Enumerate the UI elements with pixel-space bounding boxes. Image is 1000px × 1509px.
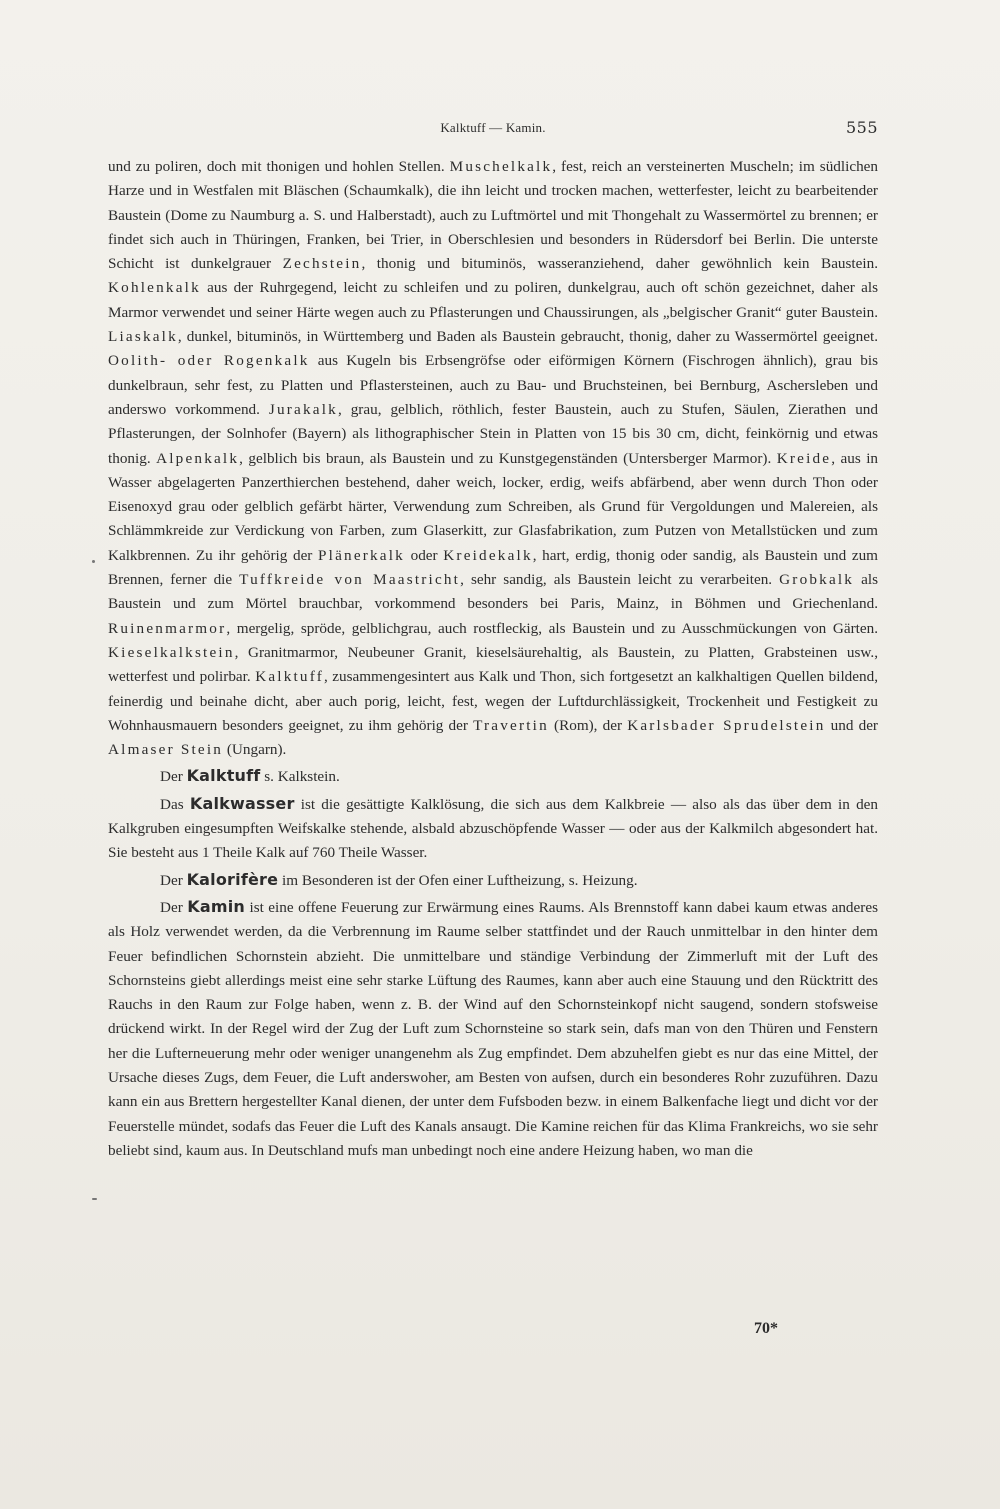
term-oolith: Oolith- oder Rogenkalk: [108, 352, 310, 370]
headword-kalorifere: Kalorifère: [186, 869, 279, 889]
term-almaser-stein: Almaser Stein: [108, 741, 224, 759]
term-kalktuff: Kalktuff: [255, 668, 324, 686]
headword-kamin: Kamin: [187, 896, 245, 916]
signature-mark: 70*: [754, 1320, 778, 1337]
term-karlsbader-sprudelstein: Karlsbader Sprudelstein: [627, 716, 826, 734]
page-number: 555: [845, 118, 878, 137]
entry-kamin: Der Kamin ist eine offene Feuerung zur Erwärmung eines Raums. Als Brennstoff kann dabei kaum etwas anderes als Holz verwendet werden, da die Verbrennung im Raume selber stattfindet und der Rauch unmittelbar in den hinter dem Feuer befindlichen Schornstein abzieht. Die unmittelbare und ständige Verbindung der Zimmerluft mit der Luft des Schornsteins giebt allerdings meist eine sehr starke Lüftung des Raumes, kann aber auch eine Stauung und den Rücktritt des Rauchs in den Raum zur Folge haben, wenn z. B. der Wind auf den Schornsteinkopf nicht saugend, sondern stofsweise drückend wirkt. In der Regel wird der Zug der Luft zum Schornsteine so stark sein, dafs man von den Thüren und Fenstern her die Lufterneuerung mehr oder weniger unangenehm als Zug empfindet. Dem abzuhelfen giebt es nur das eine Mittel, der Ursache dieses Zugs, dem Feuer, die Luft anderswoher, am Besten von aufsen, durch ein besonderes Rohr zuzuführen. Dazu kann ein aus Brettern hergestellter Kanal dienen, der unter dem Fufsboden bezw. in einem Balkenfache liegt und dicht vor der Feuerstelle mündet, sodafs das Feuer die Luft des Kanals ansaugt. Die Kamine reichen für das Klima Frankreichs, wo sie sehr beliebt sind, kaum aus. In Deutschland mufs man unbedingt noch eine andere Heizung haben, wo man die: [108, 896, 878, 1159]
paragraph-kalkstein-continued: und zu poliren, doch mit thonigen und hohlen Stellen. Muschelkalk, fest, reich an versteinerten Muscheln; im südlichen Harze und in Westfalen mit Bläschen (Schaumkalk), die ihn leicht und trocken machen, wetterfester, leicht zu bearbeitender Baustein (Dome zu Naumburg a. S. und Halberstadt), auch zu Luftmörtel und mit Thongehalt zu Wassermörtel zu brennen; er findet sich auch in Thüringen, Franken, bei Trier, in Oberschlesien und besonders in Rüdersdorf bei Berlin. Die unterste Schicht ist dunkelgrauer Zechstein, thonig und bituminös, wasseranziehend, daher gewöhnlich kein Baustein. Kohlenkalk aus der Ruhrgegend, leicht zu schleifen und zu poliren, dunkelgrau, auch oft schön gezeichnet, daher als Marmor verwendet und seiner Härte wegen auch zu Pflasterungen und Chaussirungen, als „belgischer Granit“ guter Baustein. Liaskalk, dunkel, bituminös, in Württemberg und Baden als Baustein gebraucht, thonig, daher zu Wassermörtel geeignet. Oolith- oder Rogenkalk aus Kugeln bis Erbsengröfse oder eiförmigen Körnern (Fischrogen ähnlich), grau bis dunkelbraun, sehr fest, zu Platten und Pflastersteinen, auch zu Bau- und Bruchsteinen, bei Bernburg, Aschersleben und anderswo vorkommend. Jurakalk, grau, gelblich, röthlich, fester Baustein, auch zu Stufen, Säulen, Zierathen und Pflasterungen, der Solnhofer (Bayern) als lithographischer Stein in Platten von 15 bis 30 cm, dicht, feinkörnig und etwas thonig. Alpenkalk, gelblich bis braun, als Baustein und zu Kunstgegenständen (Untersberger Marmor). Kreide, aus in Wasser abgelagerten Panzerthierchen bestehend, daher weich, locker, erdig, weifs abfärbend, aber wenn durch Thon oder Eisenoxyd grau oder gelblich gefärbt härter, Verwendung zum Schreiben, als Grund für Vergoldungen und Malereien, als Schlämmkreide zur Verdickung von Farben, zum Glaserkitt, zur Glasfabrikation, zum Putzen von Metallstücken und zum Kalkbrennen. Zu ihr gehörig der Plänerkalk oder Kreidekalk, hart, erdig, thonig oder sandig, als Baustein und zum Brennen, ferner die Tuffkreide von Maastricht, sehr sandig, als Baustein leicht zu verarbeiten. Grobkalk als Baustein und zum Mörtel brauchbar, vorkommend besonders bei Paris, Mainz, in Böhmen und Griechenland. Ruinenmarmor, mergelig, spröde, gelblichgrau, auch rostfleckig, als Baustein und zu Ausschmückungen von Gärten. Kieselkalkstein, Granitmarmor, Neubeuner Granit, kieselsäurehaltig, als Baustein, zu Platten, Grabsteinen usw., wetterfest und polirbar. Kalktuff, zusammengesintert aus Kalk und Thon, sich fortgesetzt an kalkhaltigen Quellen bildend, feinerdig und beinahe dicht, aber auch porig, leicht, fest, wegen der Luftdurchlässigkeit, Trockenheit und Festigkeit zu Wohnhausmauern besonders geeignet, zu ihm gehörig der Travertin (Rom), der Karlsbader Sprudelstein und der Almaser Stein (Ungarn).: [108, 158, 879, 759]
page-header: [108, 120, 878, 140]
paper-speck: [92, 560, 95, 563]
running-title: Kalktuff — Kamin.: [440, 120, 546, 135]
headword-kalktuff: Kalktuff: [186, 766, 261, 786]
term-grobkalk: Grobkalk: [779, 571, 855, 589]
page-body: [108, 155, 878, 1163]
term-kohlenkalk: Kohlenkalk: [108, 279, 201, 297]
term-alpenkalk: Alpenkalk: [156, 449, 240, 467]
paper-speck: [92, 1198, 97, 1200]
term-ruinenmarmor: Ruinenmarmor: [108, 619, 227, 637]
term-liaskalk: Liaskalk: [108, 328, 178, 346]
term-jurakalk: Jurakalk: [268, 400, 338, 418]
entry-kalkwasser: Das Kalkwasser ist die gesättigte Kalklösung, die sich aus dem Kalkbreie — also als das über dem in den Kalkgruben eingesumpften Weifskalke stehende, alsbald abzuschöpfende Wasser — oder aus der Kalkmilch abgesondert hat. Sie besteht aus 1 Theile Kalk auf 760 Theile Wasser.: [108, 793, 879, 862]
entry-kalktuff: Der Kalktuff s. Kalkstein.: [160, 766, 340, 786]
term-kieselkalkstein: Kieselkalkstein: [108, 643, 235, 661]
entry-kalorifere: Der Kalorifère im Besonderen ist der Ofen einer Luftheizung, s. Heizung.: [160, 869, 638, 889]
term-travertin: Travertin: [473, 716, 549, 734]
term-kreide: Kreide: [776, 449, 832, 467]
term-zechstein: Zechstein: [282, 255, 362, 273]
headword-kalkwasser: Kalkwasser: [189, 793, 295, 813]
term-kreidekalk: Kreidekalk: [443, 546, 533, 564]
term-tuffkreide: Tuffkreide von Maastricht: [239, 571, 461, 589]
term-plaenerkalk: Plänerkalk: [318, 546, 405, 564]
term-muschelkalk: Muschelkalk: [449, 158, 553, 175]
